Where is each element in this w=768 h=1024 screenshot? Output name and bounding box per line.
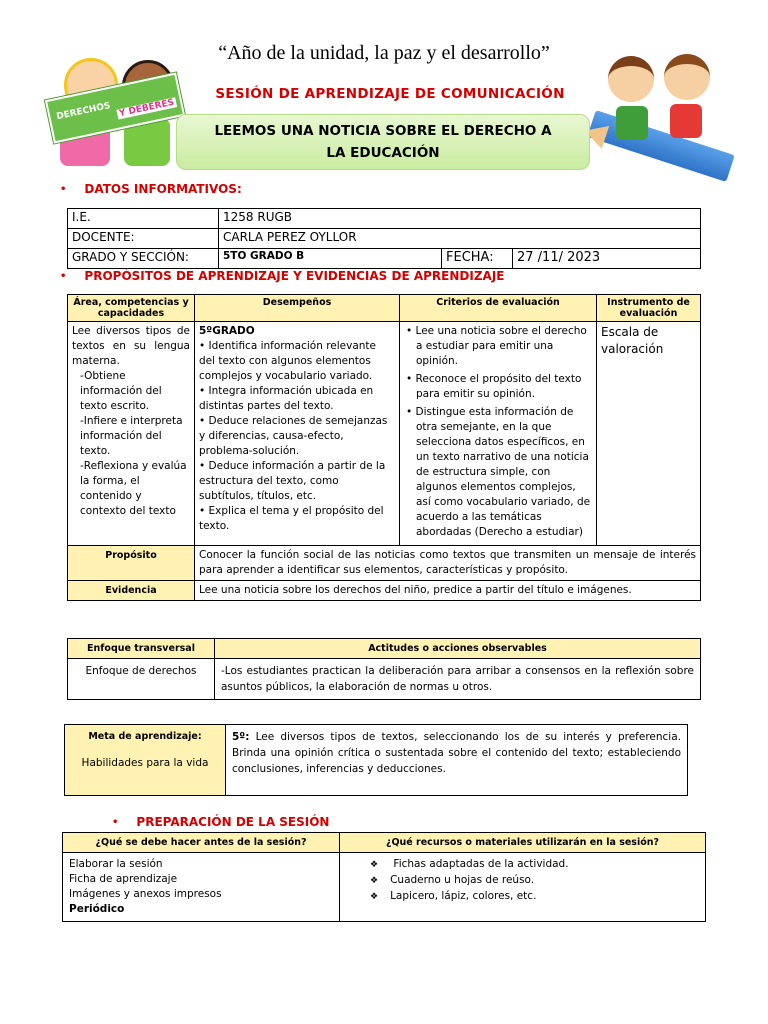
lesson-title-line2: LA EDUCACIÓN [326, 145, 440, 161]
ie-value: 1258 RUGB [219, 209, 701, 229]
meta-sub: Habilidades para la vida [81, 757, 209, 769]
grado-label: 5ºGRADO [199, 325, 255, 337]
antes-item: Ficha de aprendizaje [69, 873, 178, 885]
recurso-item: ❖ Cuaderno u hojas de reúso. [370, 873, 699, 889]
col-instrumento: Instrumento de evaluación [597, 295, 701, 322]
sign-word-derechos: DERECHOS [55, 101, 112, 123]
antes-item: Periódico [69, 903, 125, 915]
lesson-title-line1: LEEMOS UNA NOTICIA SOBRE EL DERECHO A [214, 123, 552, 139]
prep-col-recursos: ¿Qué recursos o materiales utilizarán en la sesión? [340, 833, 706, 853]
meta-text: Lee diversos tipos de textos, seleccionando los de su interés y preferencia. Brinda una opinión crítica o sustentada sobre el contenido del texto; estableciendo conclusiones, inferencias y deducciones. [232, 731, 681, 775]
docente-value: CARLA PEREZ OYLLOR [219, 229, 701, 249]
enfoque-col-transversal: Enfoque transversal [68, 639, 215, 659]
area-line: -Reflexiona y evalúa la forma, el contenido y contexto del texto [80, 460, 187, 517]
girl-dress-right [670, 104, 702, 138]
recurso-item: ❖ Fichas adaptadas de la actividad. [370, 857, 699, 873]
ie-label: I.E. [68, 209, 219, 229]
desempenos-cell [195, 322, 400, 546]
fecha-value: 27 /11/ 2023 [513, 249, 701, 269]
prep-col-antes: ¿Qué se debe hacer antes de la sesión? [63, 833, 340, 853]
area-cell [68, 322, 195, 546]
antes-cell [63, 853, 340, 922]
desempeno-item: • Deduce relaciones de semejanzas y diferencias, causa-efecto, problema-solución. [199, 415, 388, 457]
enfoque-text: -Los estudiantes practican la deliberación para arribar a consensos en la reflexión sobre asuntos públicos, la elaboración de normas u otros. [215, 659, 701, 700]
antes-item: Imágenes y anexos impresos [69, 888, 222, 900]
preparacion-table [62, 832, 706, 922]
criterio-item: • Reconoce el propósito del texto para emitir su opinión. [404, 372, 592, 402]
grado-label: GRADO Y SECCIÓN: [68, 249, 219, 269]
recurso-item: ❖ Lapicero, lápiz, colores, etc. [370, 889, 699, 905]
fecha-label: FECHA: [442, 249, 513, 269]
instrumento-cell: Escala de valoración [597, 322, 701, 546]
evidencia-label: Evidencia [68, 581, 195, 601]
col-criterios: Criterios de evaluación [400, 295, 597, 322]
datos-table [67, 208, 701, 269]
meta-label-cell [65, 725, 226, 796]
lesson-title-banner [176, 114, 590, 170]
proposito-label: Propósito [68, 546, 195, 581]
enfoque-table [67, 638, 701, 700]
enfoque-name: Enfoque de derechos [68, 659, 215, 700]
criterio-item: • Lee una noticia sobre el derecho a estudiar para emitir una opinión. [404, 324, 592, 369]
meta-text-cell [226, 725, 688, 796]
proposito-text: Conocer la función social de las noticias como textos que transmiten un mensaje de interés para aprender a identificar sus elementos, características y propósito. [195, 546, 701, 581]
criterio-item: • Distingue esta información de otra semejante, en la que selecciona datos específicos, en un texto narrativo de una noticia de estructura simple, con algunos elementos complejos, así como vocabulario variado, de acuerdo a las temáticas abordadas (Derecho a estudiar) [404, 405, 592, 540]
datos-heading: • DATOS INFORMATIVOS: [60, 182, 242, 196]
desempeno-item: • Explica el tema y el propósito del texto. [199, 505, 384, 532]
pencil [587, 110, 735, 182]
desempeno-item: • Identifica información relevante del texto con algunos elementos complejos y vocabulario variado. [199, 340, 376, 382]
grado-value: 5TO GRADO B [219, 249, 442, 269]
area-line: Lee diversos tipos de textos en su lengua materna. [72, 325, 190, 367]
meta-grade: 5º: [232, 731, 250, 743]
area-line: -Obtiene información del texto escrito. [80, 370, 162, 412]
enfoque-col-actitudes: Actitudes o acciones observables [215, 639, 701, 659]
boy-shirt-right [616, 106, 648, 140]
kids-on-pencil-illustration [588, 50, 738, 180]
recursos-cell [340, 853, 706, 922]
preparacion-heading: • PREPARACIÓN DE LA SESIÓN [112, 815, 329, 829]
meta-table [64, 724, 688, 796]
docente-label: DOCENTE: [68, 229, 219, 249]
col-desempenos: Desempeños [195, 295, 400, 322]
kids-with-sign-illustration [44, 48, 194, 178]
col-area: Área, competencias y capacidades [68, 295, 195, 322]
meta-label: Meta de aprendizaje: [88, 731, 202, 742]
sign-word-deberes: Y DEBERES [118, 97, 176, 120]
desempeno-item: • Deduce información a partir de la estructura del texto, como subtítulos, títulos, etc. [199, 460, 386, 502]
antes-item: Elaborar la sesión [69, 858, 163, 870]
evidencia-text: Lee una noticia sobre los derechos del niño, predice a partir del título e imágenes. [195, 581, 701, 601]
propositos-table [67, 294, 701, 601]
desempeno-item: • Integra información ubicada en distintas partes del texto. [199, 385, 374, 412]
area-line: -Infiere e interpreta información del texto. [80, 415, 183, 457]
criterios-cell [400, 322, 597, 546]
year-title: “Año de la unidad, la paz y el desarrollo” [218, 42, 550, 64]
session-title: SESIÓN DE APRENDIZAJE DE COMUNICACIÓN [215, 86, 565, 102]
propositos-heading: • PROPÓSITOS DE APRENDIZAJE Y EVIDENCIAS DE APRENDIZAJE [60, 269, 504, 283]
